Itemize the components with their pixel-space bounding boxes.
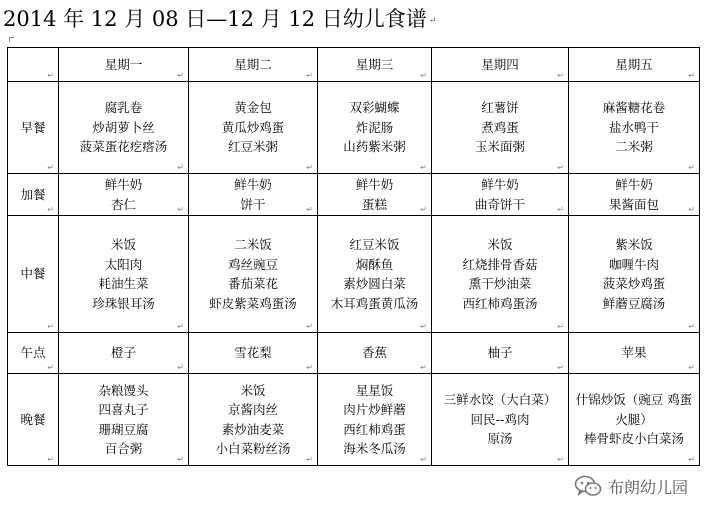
dish-item: 原汤 (487, 431, 513, 447)
day-header-label: 星期三 (355, 56, 394, 72)
dish-item: 鲜牛奶 (234, 177, 272, 192)
dish-item: 橙子 (110, 345, 136, 361)
watermark-text: 布朗幼儿园 (607, 477, 688, 497)
dish-item: 鲜牛奶 (104, 177, 143, 192)
dish-item: 菠菜炒鸡蛋 (602, 276, 666, 291)
dish-item: 什锦炒饭（豌豆 鸡蛋 火腿） (575, 392, 693, 427)
dish-item: 果酱面包 (608, 196, 659, 212)
dish-item: 二米饭 (234, 237, 272, 252)
dish-item: 红薯饼 (481, 100, 519, 116)
dish-item: 四喜丸子 (98, 402, 149, 417)
dish-item: 珊瑚豆腐 (98, 421, 149, 437)
dish-item: 饼干 (240, 196, 266, 212)
paragraph-mark: ↵ (428, 15, 437, 26)
header-row (8, 48, 700, 82)
dish-item: 杏仁 (110, 196, 136, 212)
dish-item: 玉米面粥 (474, 139, 525, 155)
dish-item: 焖酥鱼 (355, 256, 394, 272)
dish-item: 星星饭 (355, 382, 394, 398)
meal-label-cell (8, 174, 59, 216)
dish-item: 山药紫米粥 (343, 139, 406, 155)
dish-item: 京酱肉丝 (227, 402, 278, 417)
dish-cell (569, 333, 700, 374)
dish-item: 红豆米粥 (227, 139, 278, 155)
dish-item: 菠菜蛋花疙瘩汤 (79, 139, 168, 155)
watermark (574, 471, 688, 501)
dish-item: 黄金包 (234, 100, 272, 116)
dish-item: 珍珠银耳汤 (92, 295, 155, 311)
dish-item: 耗油生菜 (98, 276, 149, 291)
dish-cell (59, 216, 189, 333)
dish-cell (569, 374, 700, 466)
cell-end-mark: ↵ (306, 455, 313, 464)
dish-item: 咖喱牛肉 (608, 256, 659, 272)
dish-item: 番茄菜花 (227, 276, 278, 291)
cell-end-mark: ↵ (47, 322, 54, 331)
cell-end-mark: ↵ (688, 363, 695, 372)
cell-end-mark: ↵ (557, 163, 564, 172)
dish-cell (432, 174, 569, 216)
cell-end-mark: ↵ (47, 71, 54, 80)
meal-label-cell (8, 82, 59, 174)
meal-label-cell (8, 333, 59, 374)
menu-table (7, 47, 700, 466)
cell-end-mark: ↵ (420, 163, 427, 172)
cell-end-mark: ↵ (47, 163, 54, 172)
day-header-label: 星期一 (104, 56, 143, 72)
wechat-icon (574, 474, 602, 498)
day-header-cell (189, 48, 318, 82)
cell-end-mark: ↵ (557, 455, 564, 464)
cell-end-mark: ↵ (688, 322, 695, 331)
dish-item: 棒骨虾皮小白菜汤 (583, 431, 684, 447)
table-row (8, 216, 700, 333)
meal-label: 加餐 (20, 186, 46, 202)
dish-item: 米饭 (110, 237, 136, 252)
dish-item: 红烧排骨香菇 (462, 256, 538, 272)
dish-item: 腐乳卷 (104, 100, 143, 116)
dish-item: 柚子 (487, 345, 513, 361)
page-title (3, 2, 436, 36)
cell-end-mark: ↵ (557, 71, 564, 80)
dish-item: 西红柿鸡蛋汤 (462, 295, 538, 311)
dish-cell (59, 374, 189, 466)
cell-end-mark: ↵ (177, 205, 184, 214)
cell-end-mark: ↵ (688, 71, 695, 80)
dish-item: 杂粮馒头 (98, 382, 149, 398)
dish-item: 鸡丝豌豆 (227, 256, 278, 272)
dish-item: 麻酱糖花卷 (602, 100, 666, 116)
cell-end-mark: ↵ (177, 363, 184, 372)
cell-end-mark: ↵ (420, 71, 427, 80)
dish-cell (569, 174, 700, 216)
meal-label: 午点 (20, 345, 46, 361)
dish-item: 紫米饭 (615, 237, 653, 252)
cell-end-mark: ↵ (177, 71, 184, 80)
day-header-cell (59, 48, 189, 82)
dish-cell (59, 333, 189, 374)
dish-item: 双彩蝴蝶 (349, 100, 400, 116)
dish-item: 香蕉 (361, 345, 387, 361)
dish-item: 鲜牛奶 (615, 177, 653, 192)
dish-cell (59, 174, 189, 216)
day-header-label: 星期二 (234, 56, 272, 72)
day-header-cell (318, 48, 432, 82)
cell-end-mark: ↵ (306, 205, 313, 214)
dish-item: 三鲜水饺（大白菜） (443, 392, 557, 408)
day-header-label: 星期四 (481, 56, 519, 72)
dish-item: 苹果 (621, 345, 647, 361)
cell-end-mark: ↵ (557, 322, 564, 331)
dish-cell (569, 216, 700, 333)
cell-end-mark: ↵ (306, 363, 313, 372)
cell-end-mark: ↵ (557, 363, 564, 372)
dish-item: 素炒圆白菜 (343, 276, 406, 291)
dish-item: 熏干炒油菜 (468, 276, 532, 291)
table-row (8, 374, 700, 466)
cell-end-mark: ↵ (557, 205, 564, 214)
cell-end-mark: ↵ (47, 205, 54, 214)
dish-item: 小白菜粉丝汤 (215, 441, 291, 456)
dish-item: 鲜蘑豆腐汤 (602, 295, 666, 311)
meal-label: 晚餐 (20, 411, 46, 427)
cell-end-mark: ↵ (420, 205, 427, 214)
cell-end-mark: ↵ (306, 71, 313, 80)
dish-item: 二米粥 (615, 139, 653, 155)
dish-item: 素炒油麦菜 (221, 421, 285, 437)
meal-label: 中餐 (20, 266, 46, 282)
cell-end-mark: ↵ (177, 322, 184, 331)
dish-item: 回民--鸡肉 (470, 411, 530, 427)
dish-item: 雪花梨 (234, 345, 272, 361)
title-text: 2014 年 12 月 08 日—12 月 12 日幼儿食谱 (3, 7, 427, 31)
dish-item: 百合粥 (104, 441, 143, 456)
dish-cell (189, 374, 318, 466)
meal-label: 早餐 (20, 119, 46, 135)
corner-cell (8, 48, 59, 82)
dish-item: 炸泥肠 (355, 119, 394, 135)
table-row (8, 82, 700, 174)
table-row (8, 174, 700, 216)
dish-cell (189, 174, 318, 216)
dish-item: 海米冬瓜汤 (343, 441, 406, 456)
dish-cell (432, 333, 569, 374)
cell-end-mark: ↵ (688, 205, 695, 214)
dish-cell (432, 374, 569, 466)
dish-item: 曲奇饼干 (474, 196, 525, 212)
dish-item: 虾皮紫菜鸡蛋汤 (209, 295, 297, 311)
dish-item: 木耳鸡蛋黄瓜汤 (330, 295, 419, 311)
dish-item: 盐水鸭干 (608, 119, 659, 135)
dish-cell (318, 82, 432, 174)
meal-label-cell (8, 216, 59, 333)
text-boundary-mark (9, 37, 14, 42)
dish-item: 太阳肉 (104, 256, 143, 272)
dish-cell (432, 216, 569, 333)
cell-end-mark: ↵ (420, 322, 427, 331)
cell-end-mark: ↵ (420, 363, 427, 372)
cell-end-mark: ↵ (177, 163, 184, 172)
dish-cell (318, 374, 432, 466)
dish-cell (189, 216, 318, 333)
dish-item: 红豆米饭 (349, 237, 400, 252)
cell-end-mark: ↵ (177, 455, 184, 464)
day-header-label: 星期五 (615, 56, 653, 72)
dish-item: 蛋糕 (361, 196, 387, 212)
dish-cell (189, 82, 318, 174)
dish-cell (432, 82, 569, 174)
meal-label-cell (8, 374, 59, 466)
table-row (8, 333, 700, 374)
dish-cell (59, 82, 189, 174)
cell-end-mark: ↵ (47, 363, 54, 372)
cell-end-mark: ↵ (420, 455, 427, 464)
cell-end-mark: ↵ (47, 455, 54, 464)
dish-item: 米饭 (240, 382, 266, 398)
dish-cell (318, 333, 432, 374)
dish-cell (189, 333, 318, 374)
dish-item: 黄瓜炒鸡蛋 (221, 119, 285, 135)
day-header-cell (432, 48, 569, 82)
dish-cell (318, 174, 432, 216)
day-header-cell (569, 48, 700, 82)
cell-end-mark: ↵ (688, 455, 695, 464)
dish-item: 米饭 (487, 237, 513, 252)
cell-end-mark: ↵ (306, 322, 313, 331)
dish-item: 炒胡萝卜丝 (92, 119, 155, 135)
dish-cell (569, 82, 700, 174)
dish-cell (318, 216, 432, 333)
dish-item: 鲜牛奶 (355, 177, 394, 192)
cell-end-mark: ↵ (306, 163, 313, 172)
dish-item: 西红柿鸡蛋 (343, 421, 406, 437)
cell-end-mark: ↵ (688, 163, 695, 172)
dish-item: 煮鸡蛋 (481, 119, 519, 135)
dish-item: 肉片炒鲜蘑 (343, 402, 406, 417)
dish-item: 鲜牛奶 (481, 177, 519, 192)
